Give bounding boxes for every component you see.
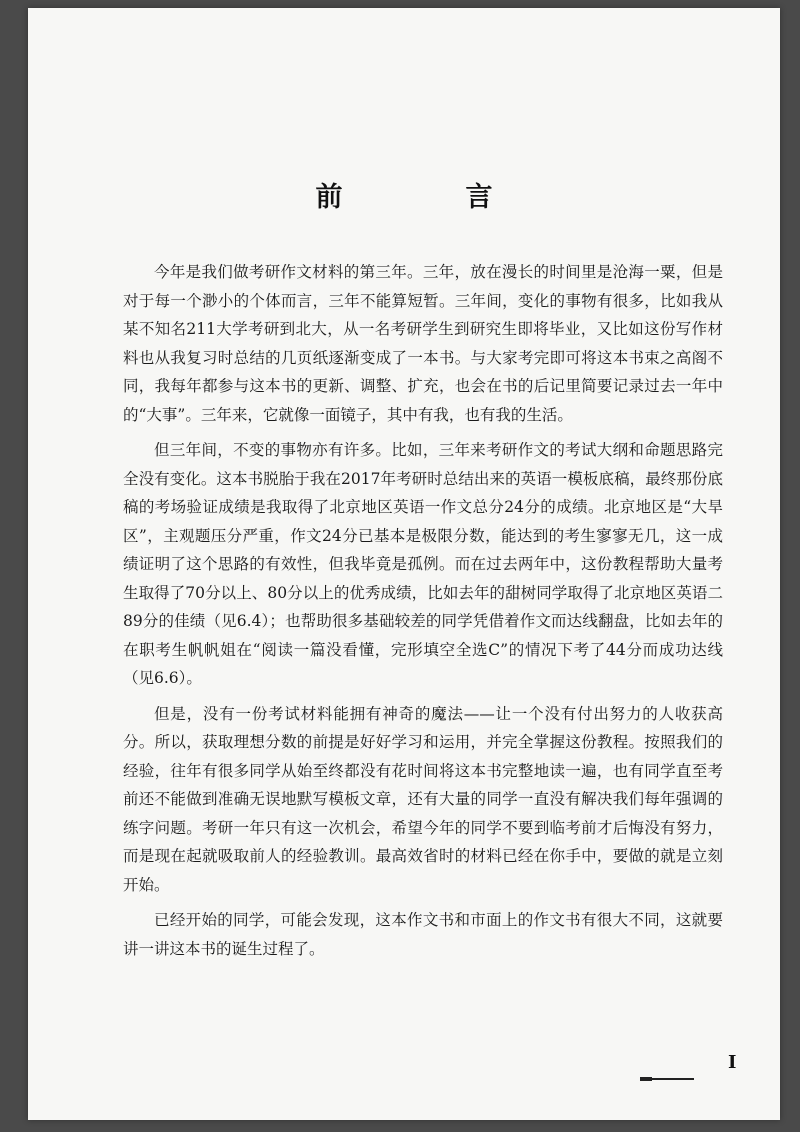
document-page [28,8,780,1120]
body-text [123,258,723,970]
paragraph-4: 已经开始的同学，可能会发现，这本作文书和市面上的作文书有很大不同，这就要讲一讲这本书的诞生过程了。 [123,911,723,958]
page-title: 前 言 [315,182,541,213]
paragraph-3: 但是，没有一份考试材料能拥有神奇的魔法——让一个没有付出努力的人收获高分。所以，获取理想分数的前提是好好学习和运用，并完全掌握这份教程。按照我们的经验，往年有很多同学从始至终都没有花时间将这本书完整地读一遍，也有同学直至考前还不能做到准确无误地默写模板文章，还有大量的同学一直没有解决我们每年强调的练字问题。考研一年只有这一次机会，希望今年的同学不要到临考前才后悔没有努力，而是现在起就吸取前人的经验教训。最高效省时的材料已经在你手中，要做的就是立刻开始。 [123,704,723,894]
page-number: I [728,1052,737,1073]
folio-rule-divider [640,1078,694,1080]
paragraph-2: 但三年间，不变的事物亦有许多。比如，三年来考研作文的考试大纲和命题思路完全没有变化。这本书脱胎于我在2017年考研时总结出来的英语一模板底稿，最终那份底稿的考场验证成绩是我取得了北京地区英语一作文总分24分的成绩。北京地区是“大旱区”，主观题压分严重，作文24分已基本是极限分数，能达到的考生寥寥无几，这一成绩证明了这个思路的有效性，但我毕竟是孤例。而在过去两年中，这份教程帮助大量考生取得了70分以上、80分以上的优秀成绩，比如去年的甜树同学取得了北京地区英语二89分的佳绩（见6.4）；也帮助很多基础较差的同学凭借着作文而达线翻盘，比如去年的在职考生帆帆姐在“阅读一篇没看懂，完形填空全选C”的情况下考了44分而成功达线（见6.6）。 [123,441,723,687]
paragraph-1: 今年是我们做考研作文材料的第三年。三年，放在漫长的时间里是沧海一粟，但是对于每一个渺小的个体而言，三年不能算短暂。三年间，变化的事物有很多，比如我从某不知名211大学考研到北大，从一名考研学生到研究生即将毕业，又比如这份写作材料也从我复习时总结的几页纸逐渐变成了一本书。与大家考完即可将这本书束之高阁不同，我每年都参与这本书的更新、调整、扩充，也会在书的后记里简要记录过去一年中的“大事”。三年来，它就像一面镜子，其中有我，也有我的生活。 [123,263,723,424]
